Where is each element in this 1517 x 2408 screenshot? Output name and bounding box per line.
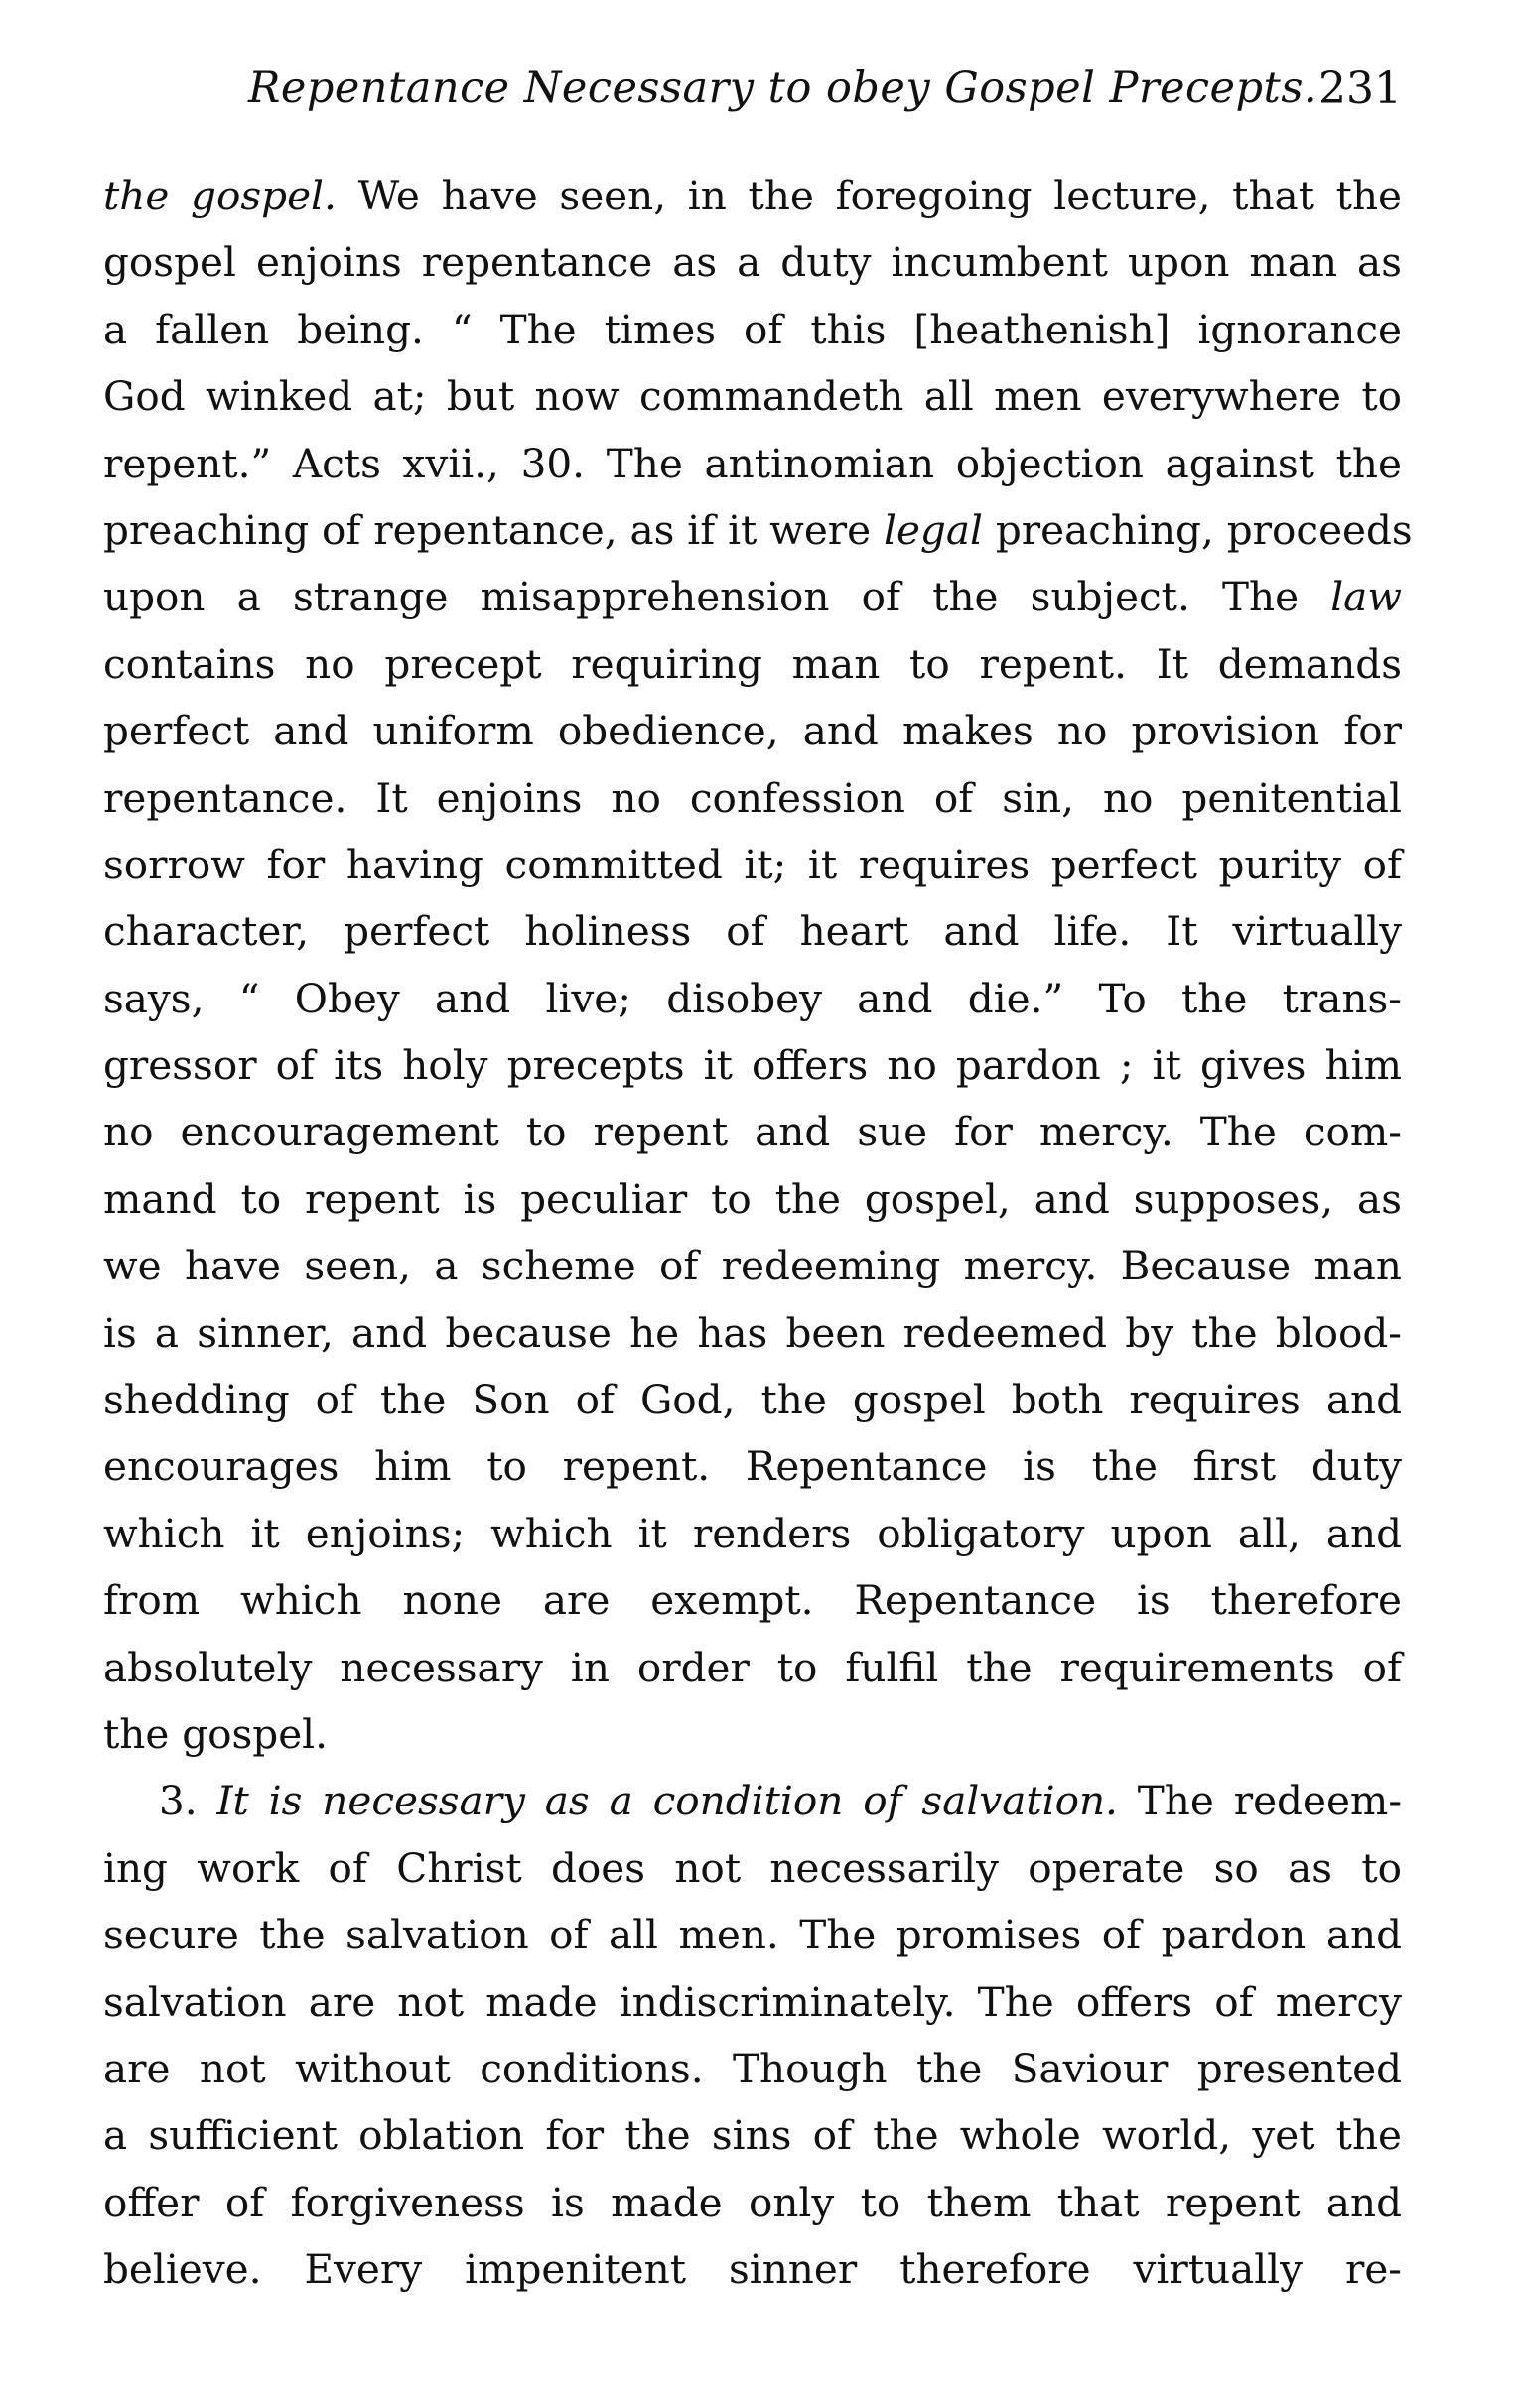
text-line: shedding of the Son of God, the gospel both requires and bbox=[103, 1376, 1402, 1424]
text-line: which it enjoins; which it renders obligatory upon all, and bbox=[103, 1509, 1402, 1557]
text-line: says, “ Obey and live; disobey and die.” To the trans- bbox=[103, 974, 1402, 1022]
text-line: gressor of its holy precepts it offers no pardon ; it gives him bbox=[103, 1041, 1402, 1090]
text-line: the gospel. bbox=[103, 1709, 329, 1758]
text-line: encourages him to repent. Repentance is the first duty bbox=[103, 1442, 1402, 1491]
text-line: character, perfect holiness of heart and life. It virtually bbox=[103, 907, 1402, 956]
text-line: gospel enjoins repentance as a duty incumbent upon man as bbox=[103, 238, 1402, 287]
text-line: sorrow for having committed it; it requires perfect purity of bbox=[103, 840, 1402, 888]
text-line: a fallen being. “ The times of this [heathenish] ignorance bbox=[103, 305, 1402, 353]
text-line: contains no precept requiring man to repent. It demands bbox=[103, 639, 1402, 688]
body-text bbox=[103, 163, 1413, 2304]
text-line: is a sinner, and because he has been redeemed by the blood- bbox=[103, 1308, 1402, 1357]
text-line: mand to repent is peculiar to the gospel, and supposes, as bbox=[103, 1174, 1402, 1223]
text-line: from which none are exempt. Repentance is therefore bbox=[103, 1576, 1402, 1625]
page-number: 231 bbox=[1318, 64, 1402, 114]
text-line: God winked at; but now commandeth all men everywhere to bbox=[103, 372, 1402, 421]
text-line: we have seen, a scheme of redeeming mercy. Because man bbox=[103, 1242, 1402, 1290]
text-line: believe. Every impenitent sinner therefore virtually re- bbox=[103, 2245, 1402, 2294]
text-line: salvation are not made indiscriminately. The offers of mercy bbox=[103, 1977, 1402, 2026]
text-line: repentance. It enjoins no confession of sin, no penitential bbox=[103, 773, 1402, 822]
text-line: a sufficient oblation for the sins of the whole world, yet the bbox=[103, 2111, 1402, 2160]
text-segment: We have seen, in the foregoing lecture, that the bbox=[336, 172, 1403, 219]
italic-phrase: the gospel. bbox=[103, 172, 337, 219]
text-line: perfect and uniform obedience, and makes no provision for bbox=[103, 707, 1402, 755]
text-segment: preaching of repentance, as if it were bbox=[103, 505, 885, 554]
text-line: repent.” Acts xvii., 30. The antinomian objection against the bbox=[103, 439, 1402, 487]
text-line: offer of forgiveness is made only to them that repent and bbox=[103, 2178, 1402, 2226]
text-segment: upon a strange misapprehension of the subject. The bbox=[103, 573, 1331, 621]
text-line: ing work of Christ does not necessarily operate so as to bbox=[103, 1843, 1402, 1892]
section-heading-line bbox=[103, 1768, 1402, 1834]
page-header bbox=[99, 64, 1402, 139]
italic-word: law bbox=[1330, 573, 1402, 621]
section-heading: It is necessary as a condition of salvation. bbox=[216, 1777, 1118, 1825]
text-line bbox=[103, 163, 1402, 229]
text-line bbox=[103, 497, 1413, 564]
text-segment: preaching, proceeds bbox=[982, 505, 1413, 554]
text-line: secure the salvation of all men. The promises of pardon and bbox=[103, 1911, 1402, 1959]
text-segment: The redeem- bbox=[1117, 1777, 1403, 1825]
text-line bbox=[103, 564, 1402, 630]
text-line: are not without conditions. Though the Saviour presented bbox=[103, 2044, 1402, 2092]
text-line: absolutely necessary in order to fulfil the requirements of bbox=[103, 1643, 1402, 1691]
text-line: no encouragement to repent and sue for mercy. The com- bbox=[103, 1108, 1402, 1156]
section-number: 3. bbox=[159, 1777, 217, 1825]
running-title: Repentance Necessary to obey Gospel Precepts. bbox=[248, 64, 1318, 113]
italic-word: legal bbox=[884, 505, 983, 554]
